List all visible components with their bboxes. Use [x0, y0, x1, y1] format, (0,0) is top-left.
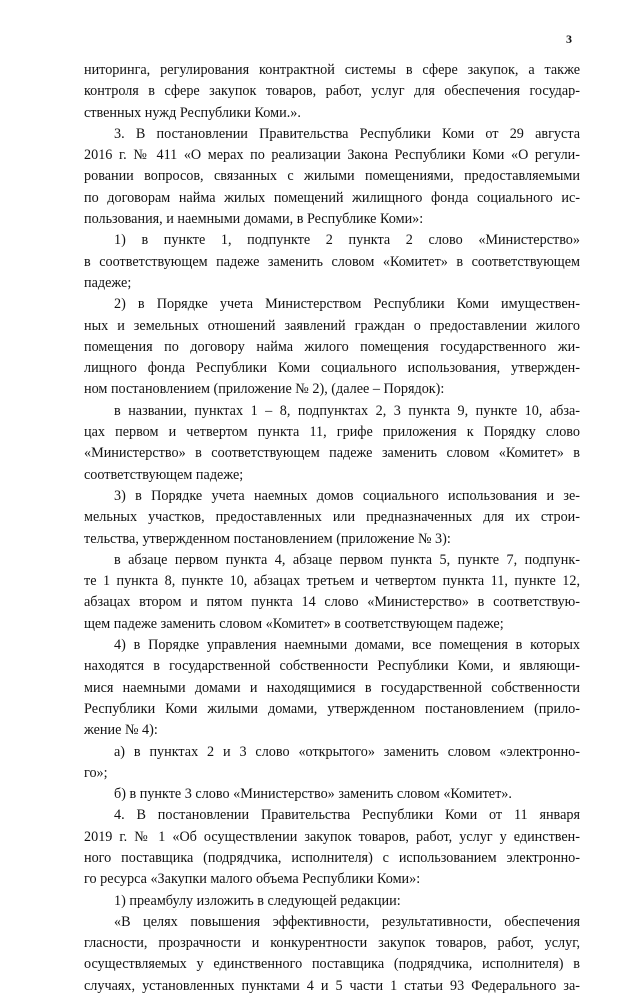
text-line: те 1 пункта 8, пункте 10, абзацах третьем и четвертом пункта 11, пункте 12, [84, 573, 580, 590]
text-line: «В целях повышения эффективности, результативности, обеспечения [114, 913, 580, 930]
text-line: по договорам найма жилых помещений жилищного фонда социального ис- [84, 189, 580, 206]
text-line: осуществляемых у единственного поставщика (подрядчика, исполнителя) в [84, 956, 580, 973]
text-line: находятся в государственной собственности Республики Коми, и являющи- [84, 658, 580, 675]
text-line: цах первом и четвертом пункта 11, грифе приложения к Порядку слово [84, 424, 580, 441]
text-line: мельных участков, предоставленных или предназначенных для их строи- [84, 509, 580, 526]
text-line: тельства, утвержденном постановлением (приложение № 3): [84, 530, 451, 547]
text-line: а) в пунктах 2 и 3 слово «открытого» заменить словом «электронно- [114, 743, 580, 760]
text-line: го»; [84, 764, 108, 781]
text-line: го ресурса «Закупки малого объема Республики Коми»: [84, 871, 421, 888]
text-line: 4. В постановлении Правительства Республики Коми от 11 января [114, 807, 580, 824]
text-line: 3. В постановлении Правительства Республики Коми от 29 августа [114, 125, 580, 142]
text-line: помещения по договору найма жилого помещения государственного жи- [84, 338, 580, 355]
text-line: ном постановлением (приложение № 2), (далее – Порядок): [84, 381, 445, 398]
text-line: 2) в Порядке учета Министерством Республики Коми имуществен- [114, 296, 580, 313]
text-line: ных и земельных отношений заявлений граждан о предоставлении жилого [84, 317, 580, 334]
text-line: в соответствующем падеже заменить словом «Комитет» в соответствующем [84, 253, 580, 270]
text-line: соответствующем падеже; [84, 466, 244, 483]
text-line: в названии, пунктах 1 – 8, подпунктах 2, 3 пункта 9, пункте 10, абза- [114, 402, 580, 419]
text-line: ниторинга, регулирования контрактной системы в сфере закупок, а также [84, 62, 580, 78]
text-line: мися наемными домами и находящимися в государственной собственности [84, 679, 580, 696]
text-line: 3) в Порядке учета наемных домов социального использования и зе- [114, 487, 580, 504]
page-number: 3 [566, 32, 572, 46]
text-line: контроля в сфере закупок товаров, работ, услуг для обеспечения государ- [84, 83, 580, 100]
text-line: «Министерство» в соответствующем падеже заменить словом «Комитет» в [84, 445, 580, 462]
text-line: падеже; [84, 274, 132, 291]
text-line: в абзаце первом пункта 4, абзаце первом пункта 5, пункте 7, подпунк- [114, 551, 580, 568]
text-line: 1) в пункте 1, подпункте 2 пункта 2 слово «Министерство» [114, 232, 580, 249]
text-line: 4) в Порядке управления наемными домами, все помещения в которых [114, 637, 580, 654]
text-line: 2019 г. № 1 «Об осуществлении закупок товаров, работ, услуг у единствен- [84, 828, 580, 845]
text-line: 1) преамбулу изложить в следующей редакции: [114, 892, 401, 909]
text-line: пользования, и наемными домами, в Республике Коми»: [84, 211, 424, 228]
text-line: ного поставщика (подрядчика, исполнителя) с использованием электронно- [84, 849, 580, 866]
text-line: лищного фонда Республики Коми социального использования, утвержден- [84, 360, 580, 377]
text-line: щем падеже заменить словом «Комитет» в соответствующем падеже; [84, 615, 504, 632]
text-line: ровании вопросов, связанных с жилыми помещениями, предоставляемыми [84, 168, 580, 185]
text-line: случаях, установленных пунктами 4 и 5 части 1 статьи 93 Федерального за- [84, 977, 580, 994]
text-line: 2016 г. № 411 «О мерах по реализации Закона Республики Коми «О регули- [84, 147, 580, 164]
document-body [84, 60, 580, 997]
text-line: гласности, прозрачности и конкурентности закупок товаров, работ, услуг, [84, 935, 580, 952]
text-line: абзацах втором и пятом пункта 14 слово «Министерство» в соответствую- [84, 594, 580, 611]
text-line: Республики Коми жилыми домами, утвержденном постановлением (прило- [84, 700, 580, 717]
text-line: ственных нужд Республики Коми.». [84, 104, 301, 121]
text-line: жение № 4): [84, 722, 158, 739]
text-line: б) в пункте 3 слово «Министерство» заменить словом «Комитет». [114, 786, 512, 803]
